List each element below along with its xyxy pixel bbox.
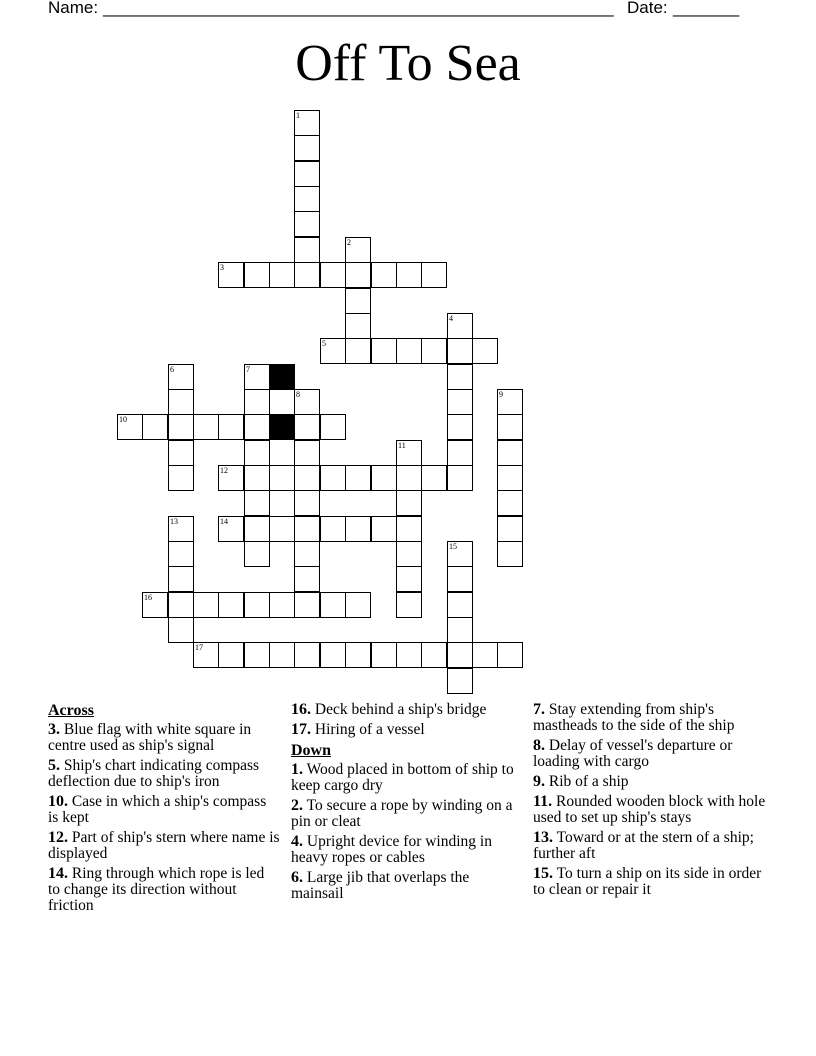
grid-cell[interactable] [447,389,473,415]
grid-cell[interactable] [168,364,194,390]
grid-cell[interactable] [294,465,320,491]
name-label: Name: [48,0,99,17]
grid-cell[interactable] [447,541,473,567]
grid-cell[interactable] [168,414,194,440]
clue-down-6: 6. Large jib that overlaps the mainsail [291,869,470,902]
date-blank[interactable]: _______ [673,0,740,17]
grid-cell[interactable] [294,490,320,516]
grid-cell[interactable] [320,262,346,288]
grid-cell[interactable] [320,465,346,491]
grid-cell[interactable] [168,592,194,618]
grid-cell[interactable] [294,566,320,592]
clue-down-8: 8. Delay of vessel's departure or loading with cargo [533,737,733,770]
grid-cell[interactable] [218,516,244,542]
grid-cell[interactable] [320,642,346,668]
clue-number: 15 [449,542,457,551]
grid-cell[interactable] [193,642,219,668]
clue-down-13: 13. Toward or at the stern of a ship; further aft [533,829,754,862]
grid-cell[interactable] [168,465,194,491]
grid-cell[interactable] [294,262,320,288]
clue-number: 12 [220,466,228,475]
grid-cell[interactable] [421,262,447,288]
clue-down-11: 11. Rounded wooden block with hole used to set up ship's stays [533,793,766,826]
grid-cell[interactable] [371,262,397,288]
grid-cell[interactable] [396,465,422,491]
grid-cell[interactable] [320,592,346,618]
clue-down-2: 2. To secure a rope by winding on a pin or cleat [291,797,513,830]
grid-cell[interactable] [294,592,320,618]
block-cell [269,414,295,440]
grid-cell[interactable] [244,541,270,567]
grid-cell[interactable] [269,465,295,491]
grid-cell[interactable] [168,541,194,567]
grid-cell[interactable] [294,211,320,237]
grid-cell[interactable] [497,490,523,516]
grid-cell[interactable] [371,338,397,364]
grid-cell[interactable] [193,592,219,618]
grid-cell[interactable] [168,566,194,592]
clue-number: 16 [144,593,152,602]
clue-number: 11 [398,441,406,450]
clue-down-9: 9. Rib of a ship [533,773,629,790]
grid-cell[interactable] [345,642,371,668]
grid-cell[interactable] [168,617,194,643]
grid-cell[interactable] [345,313,371,339]
grid-cell[interactable] [320,338,346,364]
grid-cell[interactable] [269,642,295,668]
clue-down-7: 7. Stay extending from ship's mastheads to the side of the ship [533,701,735,734]
grid-cell[interactable] [497,414,523,440]
grid-cell[interactable] [396,440,422,466]
clue-number: 17 [195,643,203,652]
grid-cell[interactable] [396,490,422,516]
grid-cell[interactable] [345,516,371,542]
clue-number: 7 [246,365,250,374]
grid-cell[interactable] [497,389,523,415]
clue-number: 6 [170,365,174,374]
grid-cell[interactable] [396,516,422,542]
grid-cell[interactable] [294,541,320,567]
clue-number: 5 [322,339,326,348]
name-blank[interactable]: ______________________________________________________ [103,0,614,17]
grid-cell[interactable] [142,592,168,618]
grid-cell[interactable] [472,338,498,364]
clue-number: 4 [449,314,453,323]
grid-cell[interactable] [371,465,397,491]
down-heading: Down [291,742,332,759]
clue-number: 14 [220,517,228,526]
clue-number: 8 [296,390,300,399]
grid-cell[interactable] [447,642,473,668]
grid-cell[interactable] [345,237,371,263]
clue-across-12: 12. Part of ship's stern where name is displayed [48,829,280,862]
grid-cell[interactable] [345,465,371,491]
grid-cell[interactable] [168,440,194,466]
clue-across-10: 10. Case in which a ship's compass is kept [48,793,267,826]
grid-cell[interactable] [447,668,473,694]
grid-cell[interactable] [294,414,320,440]
clues-column-1 [48,702,280,918]
grid-cell[interactable] [244,642,270,668]
grid-cell[interactable] [396,541,422,567]
grid-cell[interactable] [294,186,320,212]
grid-cell[interactable] [168,389,194,415]
grid-cell[interactable] [142,414,168,440]
grid-cell[interactable] [396,566,422,592]
grid-cell[interactable] [320,516,346,542]
grid-cell[interactable] [294,161,320,187]
grid-cell[interactable] [294,440,320,466]
clue-across-17: 17. Hiring of a vessel [291,721,425,738]
grid-cell[interactable] [218,592,244,618]
grid-cell[interactable] [320,414,346,440]
grid-cell[interactable] [371,516,397,542]
grid-cell[interactable] [294,389,320,415]
clues-column-2 [291,702,516,906]
across-heading: Across [48,702,94,719]
clue-number: 9 [499,390,503,399]
grid-cell[interactable] [294,110,320,136]
grid-cell[interactable] [497,465,523,491]
grid-cell[interactable] [294,642,320,668]
grid-cell[interactable] [345,262,371,288]
date-label: Date: [627,0,668,17]
puzzle-title: Off To Sea [295,35,521,92]
grid-cell[interactable] [269,592,295,618]
grid-cell[interactable] [447,592,473,618]
grid-cell[interactable] [396,642,422,668]
grid-cell[interactable] [244,490,270,516]
grid-cell[interactable] [244,262,270,288]
grid-cell[interactable] [345,288,371,314]
grid-cell[interactable] [218,642,244,668]
grid-cell[interactable] [294,237,320,263]
clue-number: 13 [170,517,178,526]
grid-cell[interactable] [117,414,143,440]
grid-cell[interactable] [294,516,320,542]
clue-number: 1 [296,111,300,120]
grid-cell[interactable] [396,338,422,364]
grid-cell[interactable] [345,338,371,364]
grid-cell[interactable] [294,135,320,161]
clues-column-3 [533,702,773,902]
grid-cell[interactable] [193,414,219,440]
grid-cell[interactable] [447,440,473,466]
clue-down-1: 1. Wood placed in bottom of ship to keep cargo dry [291,761,514,794]
grid-cell[interactable] [396,592,422,618]
grid-cell[interactable] [447,414,473,440]
grid-cell[interactable] [421,338,447,364]
grid-cell[interactable] [244,516,270,542]
grid-cell[interactable] [269,516,295,542]
grid-cell[interactable] [244,414,270,440]
grid-cell[interactable] [244,440,270,466]
grid-cell[interactable] [447,313,473,339]
grid-cell[interactable] [218,262,244,288]
grid-cell[interactable] [345,592,371,618]
clue-across-5: 5. Ship's chart indicating compass deflection due to ship's iron [48,757,260,790]
grid-cell[interactable] [497,516,523,542]
clue-number: 10 [119,415,127,424]
grid-cell[interactable] [218,414,244,440]
grid-cell[interactable] [447,465,473,491]
grid-cell[interactable] [497,642,523,668]
clue-number: 3 [220,263,224,272]
clue-across-16: 16. Deck behind a ship's bridge [291,701,487,718]
clue-across-3: 3. Blue flag with white square in centre used as ship's signal [48,721,252,754]
grid-cell[interactable] [447,617,473,643]
grid-cell[interactable] [269,262,295,288]
clue-number: 2 [347,238,351,247]
grid-cell[interactable] [244,389,270,415]
block-cell [269,364,295,390]
grid-cell[interactable] [421,642,447,668]
grid-cell[interactable] [447,338,473,364]
clue-down-15: 15. To turn a ship on its side in order to clean or repair it [533,865,762,898]
grid-cell[interactable] [244,364,270,390]
grid-cell[interactable] [447,364,473,390]
clue-across-14: 14. Ring through which rope is led to change its direction without friction [48,865,265,914]
grid-cell[interactable] [421,465,447,491]
grid-cell[interactable] [218,465,244,491]
grid-cell[interactable] [497,440,523,466]
clue-down-4: 4. Upright device for winding in heavy ropes or cables [291,833,492,866]
grid-cell[interactable] [168,516,194,542]
grid-cell[interactable] [396,262,422,288]
grid-cell[interactable] [371,642,397,668]
grid-cell[interactable] [497,541,523,567]
grid-cell[interactable] [447,566,473,592]
grid-cell[interactable] [244,465,270,491]
grid-cell[interactable] [244,592,270,618]
grid-cell[interactable] [472,642,498,668]
